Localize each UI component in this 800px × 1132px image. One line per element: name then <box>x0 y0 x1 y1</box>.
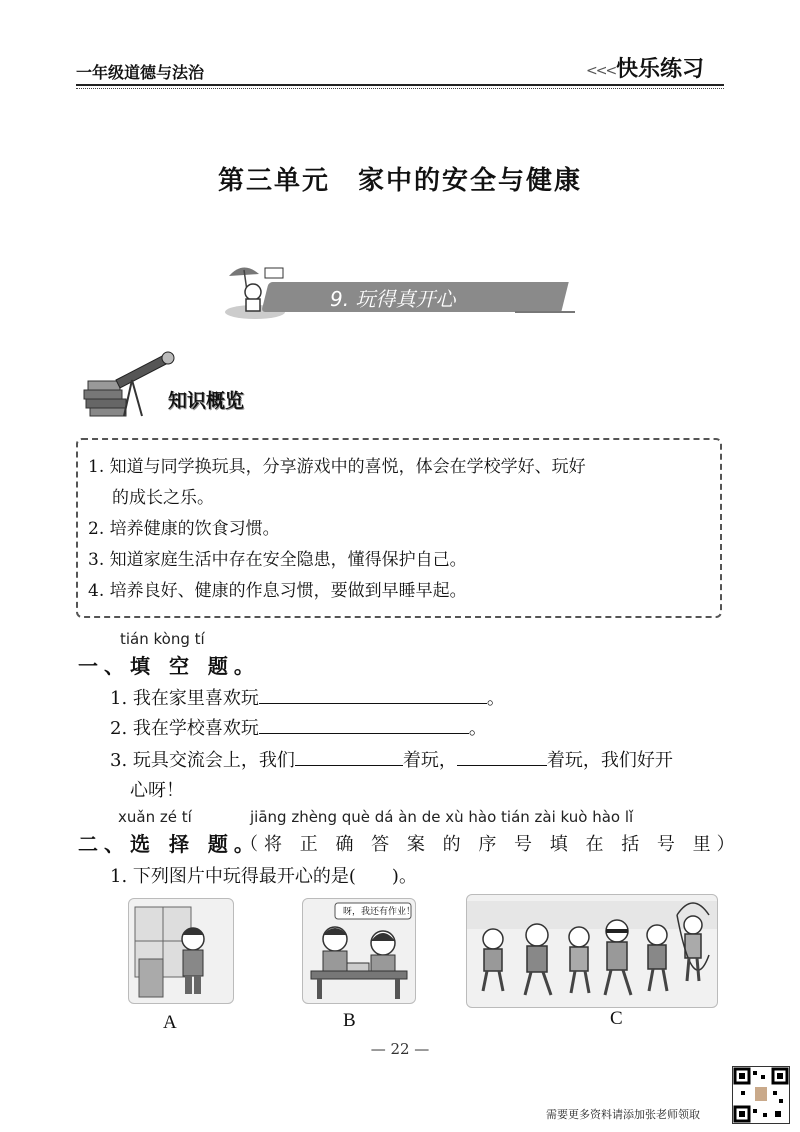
knowledge-item: 的成长之乐。 <box>112 488 214 508</box>
knowledge-item: 3. 知道家庭生活中存在安全隐患，懂得保护自己。 <box>88 550 467 570</box>
question-text: 3. 玩具交流会上，我们 <box>110 750 295 771</box>
question-text-continued: 心呀！ <box>130 780 184 801</box>
section2-pinyin: xuǎn zé tí <box>118 808 192 826</box>
boy-alone-window-icon <box>129 899 233 1003</box>
series-title: 快乐练习 <box>616 57 705 82</box>
qr-code-icon <box>732 1066 790 1124</box>
option-a-image[interactable] <box>128 898 234 1004</box>
section2-instruction-pinyin: jiāng zhèng què dá àn de xù hào tián zài kuò hào lǐ <box>250 808 634 826</box>
telescope-books-icon <box>80 342 180 422</box>
fill-question-1 <box>110 684 505 710</box>
section1-pinyin: tián kòng tí <box>120 630 205 648</box>
answer-blank[interactable] <box>259 717 469 734</box>
question-end: 。 <box>486 688 505 709</box>
option-b-image[interactable] <box>302 898 416 1004</box>
header-divider-dotted <box>76 88 724 89</box>
lesson-title: 9. 玩得真开心 <box>330 287 456 311</box>
question-text: 1. 我在家里喜欢玩 <box>110 688 259 709</box>
question-end: 。 <box>468 718 487 739</box>
lesson-banner <box>215 262 575 322</box>
question-text: 着玩， <box>402 750 457 771</box>
section2-title: 二、选 择 题。 <box>78 832 260 856</box>
option-c-image[interactable] <box>466 894 718 1008</box>
question-text: 着玩，我们好开 <box>546 750 673 771</box>
question-text: 2. 我在学校喜欢玩 <box>110 718 259 739</box>
footer-note: 需要更多资料请添加张老师领取 <box>546 1108 700 1121</box>
chevron-left-icon: <<< <box>586 63 616 79</box>
fill-question-2 <box>110 714 487 740</box>
fill-question-3 <box>110 746 673 772</box>
option-label: A <box>163 1012 177 1033</box>
choice-question-1: 1. 下列图片中玩得最开心的是( )。 <box>110 866 417 887</box>
knowledge-item: 1. 知道与同学换玩具，分享游戏中的喜悦，体会在学校学好、玩好 <box>88 457 586 477</box>
speech-bubble-text: 呀，我还有作业！ <box>343 907 416 917</box>
knowledge-item: 2. 培养健康的饮食习惯。 <box>88 519 280 539</box>
page-number: — 22 — <box>370 1040 430 1058</box>
option-label: B <box>343 1010 356 1031</box>
knowledge-item: 4. 培养良好、健康的作息习惯，要做到早睡早起。 <box>88 581 467 601</box>
section1-title: 一、填 空 题。 <box>78 654 260 678</box>
knowledge-overview-title: 知识概览 <box>168 390 245 412</box>
subject-label: 一年级道德与法治 <box>76 63 205 82</box>
unit-title: 第三单元 家中的安全与健康 <box>217 166 582 196</box>
lesson-underline <box>515 311 575 313</box>
header-divider <box>76 84 724 86</box>
answer-blank[interactable] <box>295 749 403 766</box>
answer-blank[interactable] <box>457 749 547 766</box>
kids-playing-games-icon <box>467 895 717 1007</box>
answer-blank[interactable] <box>259 687 487 704</box>
section2-instruction: （将 正 确 答 案 的 序 号 填 在 括 号 里） <box>240 834 741 855</box>
option-label: C <box>610 1008 623 1029</box>
